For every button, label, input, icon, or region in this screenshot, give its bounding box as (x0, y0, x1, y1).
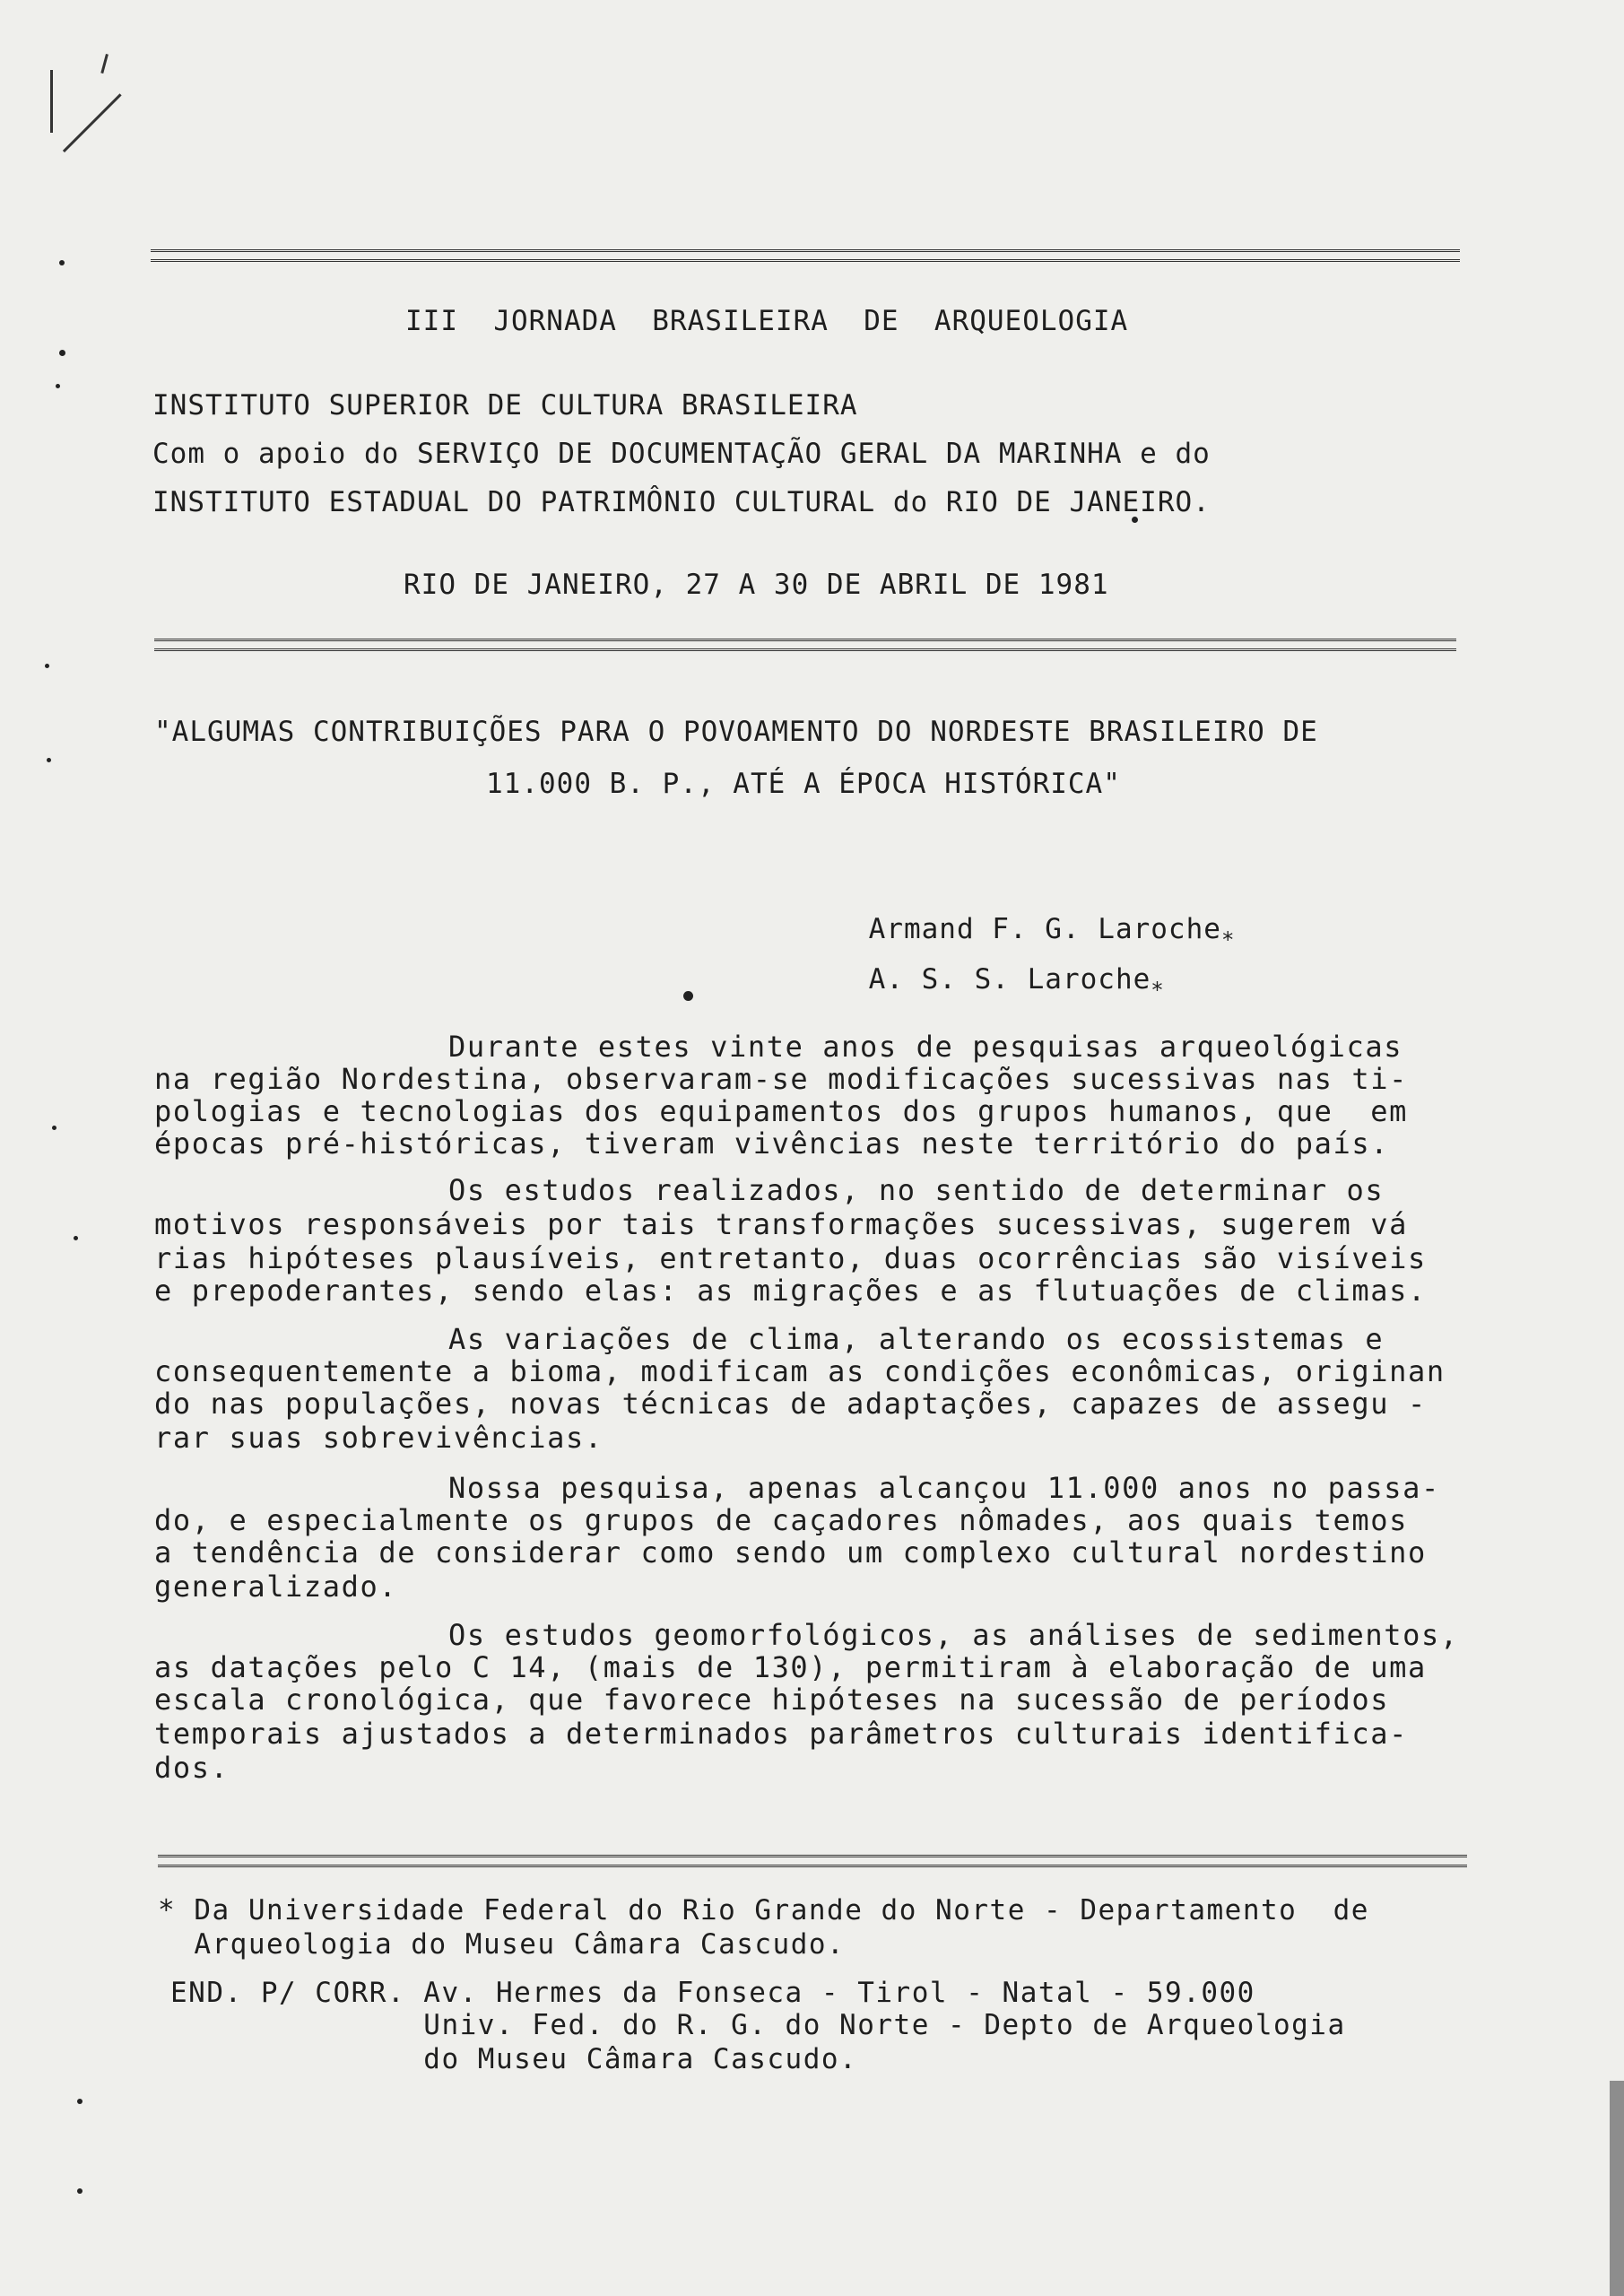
double-rule-middle (154, 639, 1456, 651)
handwritten-mark (50, 70, 53, 133)
paragraph-3-line: As variações de clima, alterando os ecossistemas e (448, 1322, 1385, 1356)
paragraph-4-line: do, e especialmente os grupos de caçadores nômades, aos quais temos (154, 1503, 1408, 1537)
author-2 (798, 931, 1165, 1028)
paragraph-3-line: do nas populações, novas técnicas de adaptações, capazes de assegu - (154, 1387, 1427, 1421)
paragraph-2-line: rias hipóteses plausíveis, entretanto, duas ocorrências são visíveis (154, 1241, 1427, 1275)
paragraph-1-line: na região Nordestina, observaram-se modificações sucessivas nas ti- (154, 1062, 1408, 1096)
paragraph-5-line: escala cronológica, que favorece hipóteses na sucessão de períodos (154, 1683, 1390, 1717)
paragraph-5-line: dos. (154, 1751, 230, 1785)
paragraph-5-line: Os estudos geomorfológicos, as análises de sedimentos, (448, 1618, 1459, 1652)
institute-name: INSTITUTO SUPERIOR DE CULTURA BRASILEIRA (152, 389, 858, 422)
paragraph-3-line: consequentemente a bioma, modificam as condições econômicas, originan (154, 1354, 1446, 1388)
margin-speck (59, 350, 65, 356)
footnote-affiliation-line-1: * Da Universidade Federal do Rio Grande do Norte - Departamento de (158, 1894, 1369, 1926)
handwritten-mark (100, 54, 109, 74)
paragraph-2-line: Os estudos realizados, no sentido de determinar os (448, 1173, 1385, 1207)
margin-speck (683, 991, 693, 1001)
paragraph-1-line: Durante estes vinte anos de pesquisas arqueológicas (448, 1030, 1403, 1064)
footnote-address-line-2: Univ. Fed. do R. G. do Norte - Depto de Arqueologia (170, 2009, 1346, 2041)
support-line-1: Com o apoio do SERVIÇO DE DOCUMENTAÇÃO GERAL DA MARINHA e do (152, 438, 1211, 470)
paragraph-1-line: épocas pré-históricas, tiveram vivências neste território do país. (154, 1126, 1390, 1161)
event-title: III JORNADA BRASILEIRA DE ARQUEOLOGIA (405, 305, 1129, 337)
footnote-address-line-3: do Museu Câmara Cascudo. (170, 2043, 858, 2075)
paragraph-4-line: a tendência de considerar como sendo um complexo cultural nordestino (154, 1535, 1427, 1570)
handwritten-mark (63, 93, 122, 152)
margin-speck (47, 758, 51, 762)
support-line-2: INSTITUTO ESTADUAL DO PATRIMÔNIO CULTURAL do RIO DE JANEIRO. (152, 486, 1211, 518)
place-and-date: RIO DE JANEIRO, 27 A 30 DE ABRIL DE 1981 (404, 569, 1109, 601)
double-rule-top (151, 249, 1460, 262)
margin-speck (77, 2099, 83, 2104)
footnote-address-line-1: END. P/ CORR. Av. Hermes da Fonseca - Tirol - Natal - 59.000 (170, 1977, 1255, 2009)
double-rule-footnote (158, 1855, 1467, 1867)
paragraph-2-line: e prepoderantes, sendo elas: as migrações e as flutuações de climas. (154, 1274, 1427, 1308)
margin-speck (56, 384, 60, 388)
paragraph-1-line: pologias e tecnologias dos equipamentos dos grupos humanos, que em (154, 1094, 1408, 1128)
margin-speck (45, 664, 49, 668)
scan-edge (1610, 2081, 1624, 2296)
margin-speck (77, 2188, 83, 2194)
footnote-affiliation-line-2: Arqueologia do Museu Câmara Cascudo. (158, 1928, 846, 1961)
author-name: Armand F. G. Laroche (868, 913, 1221, 945)
author-footnote-mark: * (1151, 978, 1165, 1003)
author-footnote-mark: * (1220, 927, 1236, 952)
paragraph-3-line: rar suas sobrevivências. (154, 1421, 604, 1455)
author-name: A. S. S. Laroche (868, 963, 1151, 996)
margin-speck (74, 1236, 78, 1240)
paper-title-line-1: "ALGUMAS CONTRIBUIÇÕES PARA O POVOAMENTO DO NORDESTE BRASILEIRO DE (154, 716, 1318, 748)
paragraph-5-line: as datações pelo C 14, (mais de 130), permitiram à elaboração de uma (154, 1650, 1427, 1684)
margin-speck (59, 260, 65, 265)
paragraph-4-line: generalizado. (154, 1570, 398, 1604)
paragraph-4-line: Nossa pesquisa, apenas alcançou 11.000 anos no passa- (448, 1471, 1440, 1505)
paper-title-line-2: 11.000 B. P., ATÉ A ÉPOCA HISTÓRICA" (486, 768, 1121, 800)
margin-speck (52, 1126, 56, 1130)
paragraph-2-line: motivos responsáveis por tais transformações sucessivas, sugerem vá (154, 1207, 1408, 1241)
paragraph-5-line: temporais ajustados a determinados parâmetros culturais identifica- (154, 1717, 1408, 1751)
